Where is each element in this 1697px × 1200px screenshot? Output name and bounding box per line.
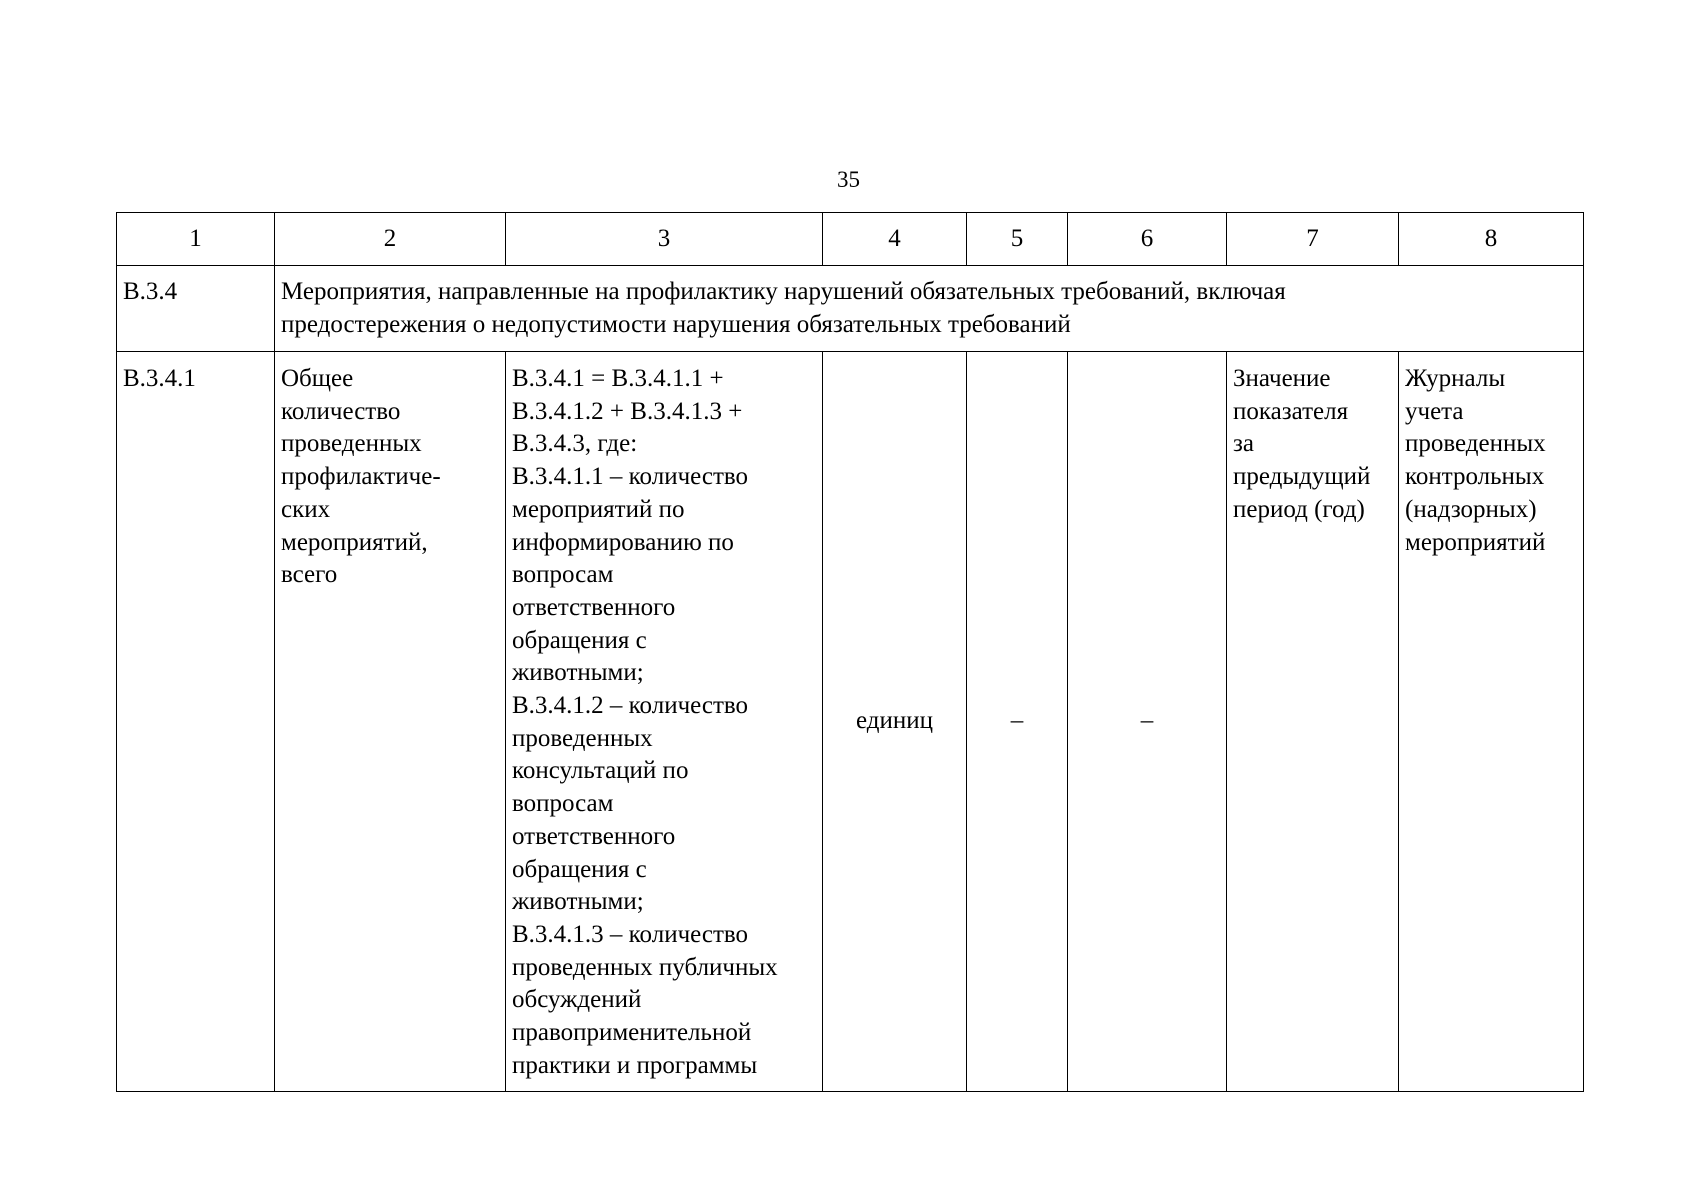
section-title-line: предостережения о недопустимости нарушения обязательных требований <box>281 310 1071 338</box>
column-number-row <box>117 213 1584 266</box>
section-title <box>275 266 1584 352</box>
formula-line: ответственного <box>512 822 676 850</box>
formula-line: вопросам <box>512 790 614 818</box>
indicator-row <box>117 352 1584 1092</box>
formula-line: В.3.4.1 = В.3.4.1.1 + <box>512 365 724 392</box>
column-number-3: 3 <box>506 213 823 266</box>
column-number-7: 7 <box>1227 213 1399 266</box>
page-number: 35 <box>837 167 860 192</box>
indicator-formula <box>506 352 823 1092</box>
formula-line: информированию по <box>512 528 734 556</box>
indicator-unit: единиц <box>823 352 967 1092</box>
basis-line: показателя <box>1233 397 1349 425</box>
basis-line: Значение <box>1233 365 1331 392</box>
basis-line: период (год) <box>1233 495 1365 523</box>
indicator-basis <box>1227 352 1399 1092</box>
formula-line: В.3.4.1.2 + В.3.4.1.3 + <box>512 397 743 425</box>
formula-line: В.3.4.1.3 – количество <box>512 920 749 948</box>
formula-line: обращения с <box>512 855 647 883</box>
section-code: В.3.4 <box>117 266 275 352</box>
column-number-2: 2 <box>275 213 506 266</box>
indicator-name-line: профилактиче- <box>281 463 441 491</box>
section-title-line: Мероприятия, направленные на профилактику нарушений обязательных требований, включая <box>281 278 1286 305</box>
indicator-name-line: Общее <box>281 365 354 392</box>
source-line: (надзорных) <box>1405 495 1537 523</box>
formula-line: В.3.4.3, где: <box>512 430 638 458</box>
formula-line: животными; <box>512 888 644 916</box>
source-line: Журналы <box>1405 365 1506 392</box>
source-line: контрольных <box>1405 463 1545 491</box>
formula-line: проведенных <box>512 724 653 752</box>
source-line: мероприятий <box>1405 528 1546 556</box>
formula-line: ответственного <box>512 593 676 621</box>
indicator-name-line: количество <box>281 397 401 425</box>
formula-line: В.3.4.1.2 – количество <box>512 692 749 720</box>
indicator-name-line: всего <box>281 561 338 589</box>
indicator-table <box>116 212 1584 1092</box>
formula-line: обращения с <box>512 626 647 654</box>
formula-line: мероприятий по <box>512 495 685 523</box>
formula-line: обсуждений <box>512 986 642 1014</box>
column-number-1: 1 <box>117 213 275 266</box>
indicator-name-line: проведенных <box>281 430 422 458</box>
basis-line: за <box>1233 430 1254 458</box>
formula-line: животными; <box>512 659 644 687</box>
formula-line: консультаций по <box>512 757 689 785</box>
indicator-source <box>1399 352 1584 1092</box>
source-line: учета <box>1405 397 1464 425</box>
formula-line: проведенных публичных <box>512 953 778 981</box>
indicator-code: В.3.4.1 <box>117 352 275 1092</box>
indicator-col5-value: – <box>967 352 1068 1092</box>
column-number-4: 4 <box>823 213 967 266</box>
indicator-name <box>275 352 506 1092</box>
column-number-8: 8 <box>1399 213 1584 266</box>
formula-line: В.3.4.1.1 – количество <box>512 463 749 491</box>
source-line: проведенных <box>1405 430 1546 458</box>
section-row <box>117 266 1584 352</box>
column-number-5: 5 <box>967 213 1068 266</box>
basis-line: предыдущий <box>1233 463 1371 491</box>
indicator-name-line: ских <box>281 495 331 523</box>
formula-line: правоприменительной <box>512 1019 752 1047</box>
formula-line: практики и программы <box>512 1051 758 1079</box>
formula-line: вопросам <box>512 561 614 589</box>
indicator-name-line: мероприятий, <box>281 528 428 556</box>
indicator-col6-value: – <box>1068 352 1227 1092</box>
column-number-6: 6 <box>1068 213 1227 266</box>
